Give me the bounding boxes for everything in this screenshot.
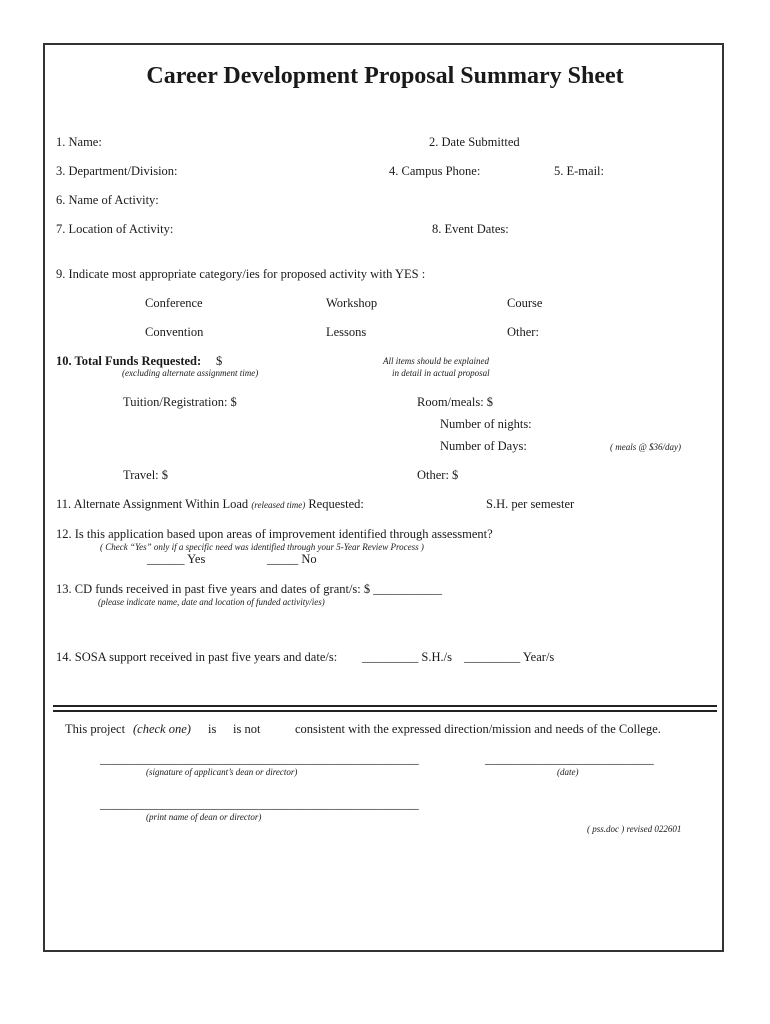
date-submitted-label: 2. Date Submitted <box>429 135 520 149</box>
date-line: ___________________________ <box>485 752 654 766</box>
activity-location-label: 7. Location of Activity: <box>56 222 174 236</box>
campus-phone-label: 4. Campus Phone: <box>389 164 481 178</box>
option-is: is <box>208 722 217 736</box>
meals-rate-note: ( meals @ $36/day) <box>610 442 682 452</box>
category-convention: Convention <box>145 325 204 339</box>
number-of-nights-label: Number of nights: <box>440 417 532 431</box>
section-divider-top <box>53 705 717 707</box>
travel-label: Travel: $ <box>123 468 169 482</box>
revision-note: ( pss.doc ) revised 022601 <box>587 824 682 834</box>
assessment-no-option: _____ No <box>267 552 317 566</box>
total-funds-currency: $ <box>216 354 223 368</box>
consistency-statement: consistent with the expressed direction/mission and needs of the College. <box>295 722 661 736</box>
department-label: 3. Department/Division: <box>56 164 178 178</box>
form-title: Career Development Proposal Summary Sheet <box>146 63 624 89</box>
explain-note-line1: All items should be explained <box>383 356 489 366</box>
room-meals-label: Room/meals: $ <box>417 395 494 409</box>
name-field-label: 1. Name: <box>56 135 102 149</box>
alternate-assignment-label: 11. Alternate Assignment Within Load (released time) Requested: <box>56 497 364 511</box>
signature-line: ___________________________________________________ <box>100 752 419 766</box>
cd-funds-note: (please indicate name, date and location of funded activity/ies) <box>98 597 325 607</box>
category-course: Course <box>507 296 543 310</box>
total-funds-note: (excluding alternate assignment time) <box>122 368 259 378</box>
sosa-sh-field: _________ S.H./s <box>362 650 452 664</box>
category-lessons: Lessons <box>326 325 367 339</box>
other-funds-label: Other: $ <box>417 468 459 482</box>
total-funds-label: 10. Total Funds Requested: <box>56 354 202 368</box>
cd-funds-question: 13. CD funds received in past five years and dates of grant/s: $ ___________ <box>56 582 443 596</box>
explain-note-line2: in detail in actual proposal <box>392 368 490 378</box>
number-of-days-label: Number of Days: <box>440 439 527 453</box>
option-is-not: is not <box>233 722 261 736</box>
check-one-note: (check one) <box>133 722 191 736</box>
sh-per-semester-label: S.H. per semester <box>486 497 575 511</box>
assessment-yes-option: ______ Yes <box>147 552 206 566</box>
sosa-support-question: 14. SOSA support received in past five years and date/s: <box>56 650 338 664</box>
category-workshop: Workshop <box>326 296 378 310</box>
category-prompt: 9. Indicate most appropriate category/ies for proposed activity with YES : <box>56 267 426 281</box>
category-other: Other: <box>507 325 539 339</box>
date-caption: (date) <box>557 767 579 777</box>
email-label: 5. E-mail: <box>554 164 604 178</box>
category-conference: Conference <box>145 296 203 310</box>
activity-name-label: 6. Name of Activity: <box>56 193 159 207</box>
tuition-label: Tuition/Registration: $ <box>123 395 237 409</box>
signature-caption: (signature of applicant’s dean or director) <box>146 767 298 777</box>
assessment-note: ( Check “Yes” only if a specific need was identified through your 5-Year Review Process ) <box>100 542 424 552</box>
sosa-year-field: _________ Year/s <box>464 650 555 664</box>
project-label: This project <box>65 722 126 736</box>
print-name-line: ___________________________________________________ <box>100 797 419 811</box>
assessment-question: 12. Is this application based upon areas of improvement identified through assessment? <box>56 527 493 541</box>
section-divider-bottom <box>53 710 717 712</box>
print-name-caption: (print name of dean or director) <box>146 812 262 822</box>
event-dates-label: 8. Event Dates: <box>432 222 509 236</box>
